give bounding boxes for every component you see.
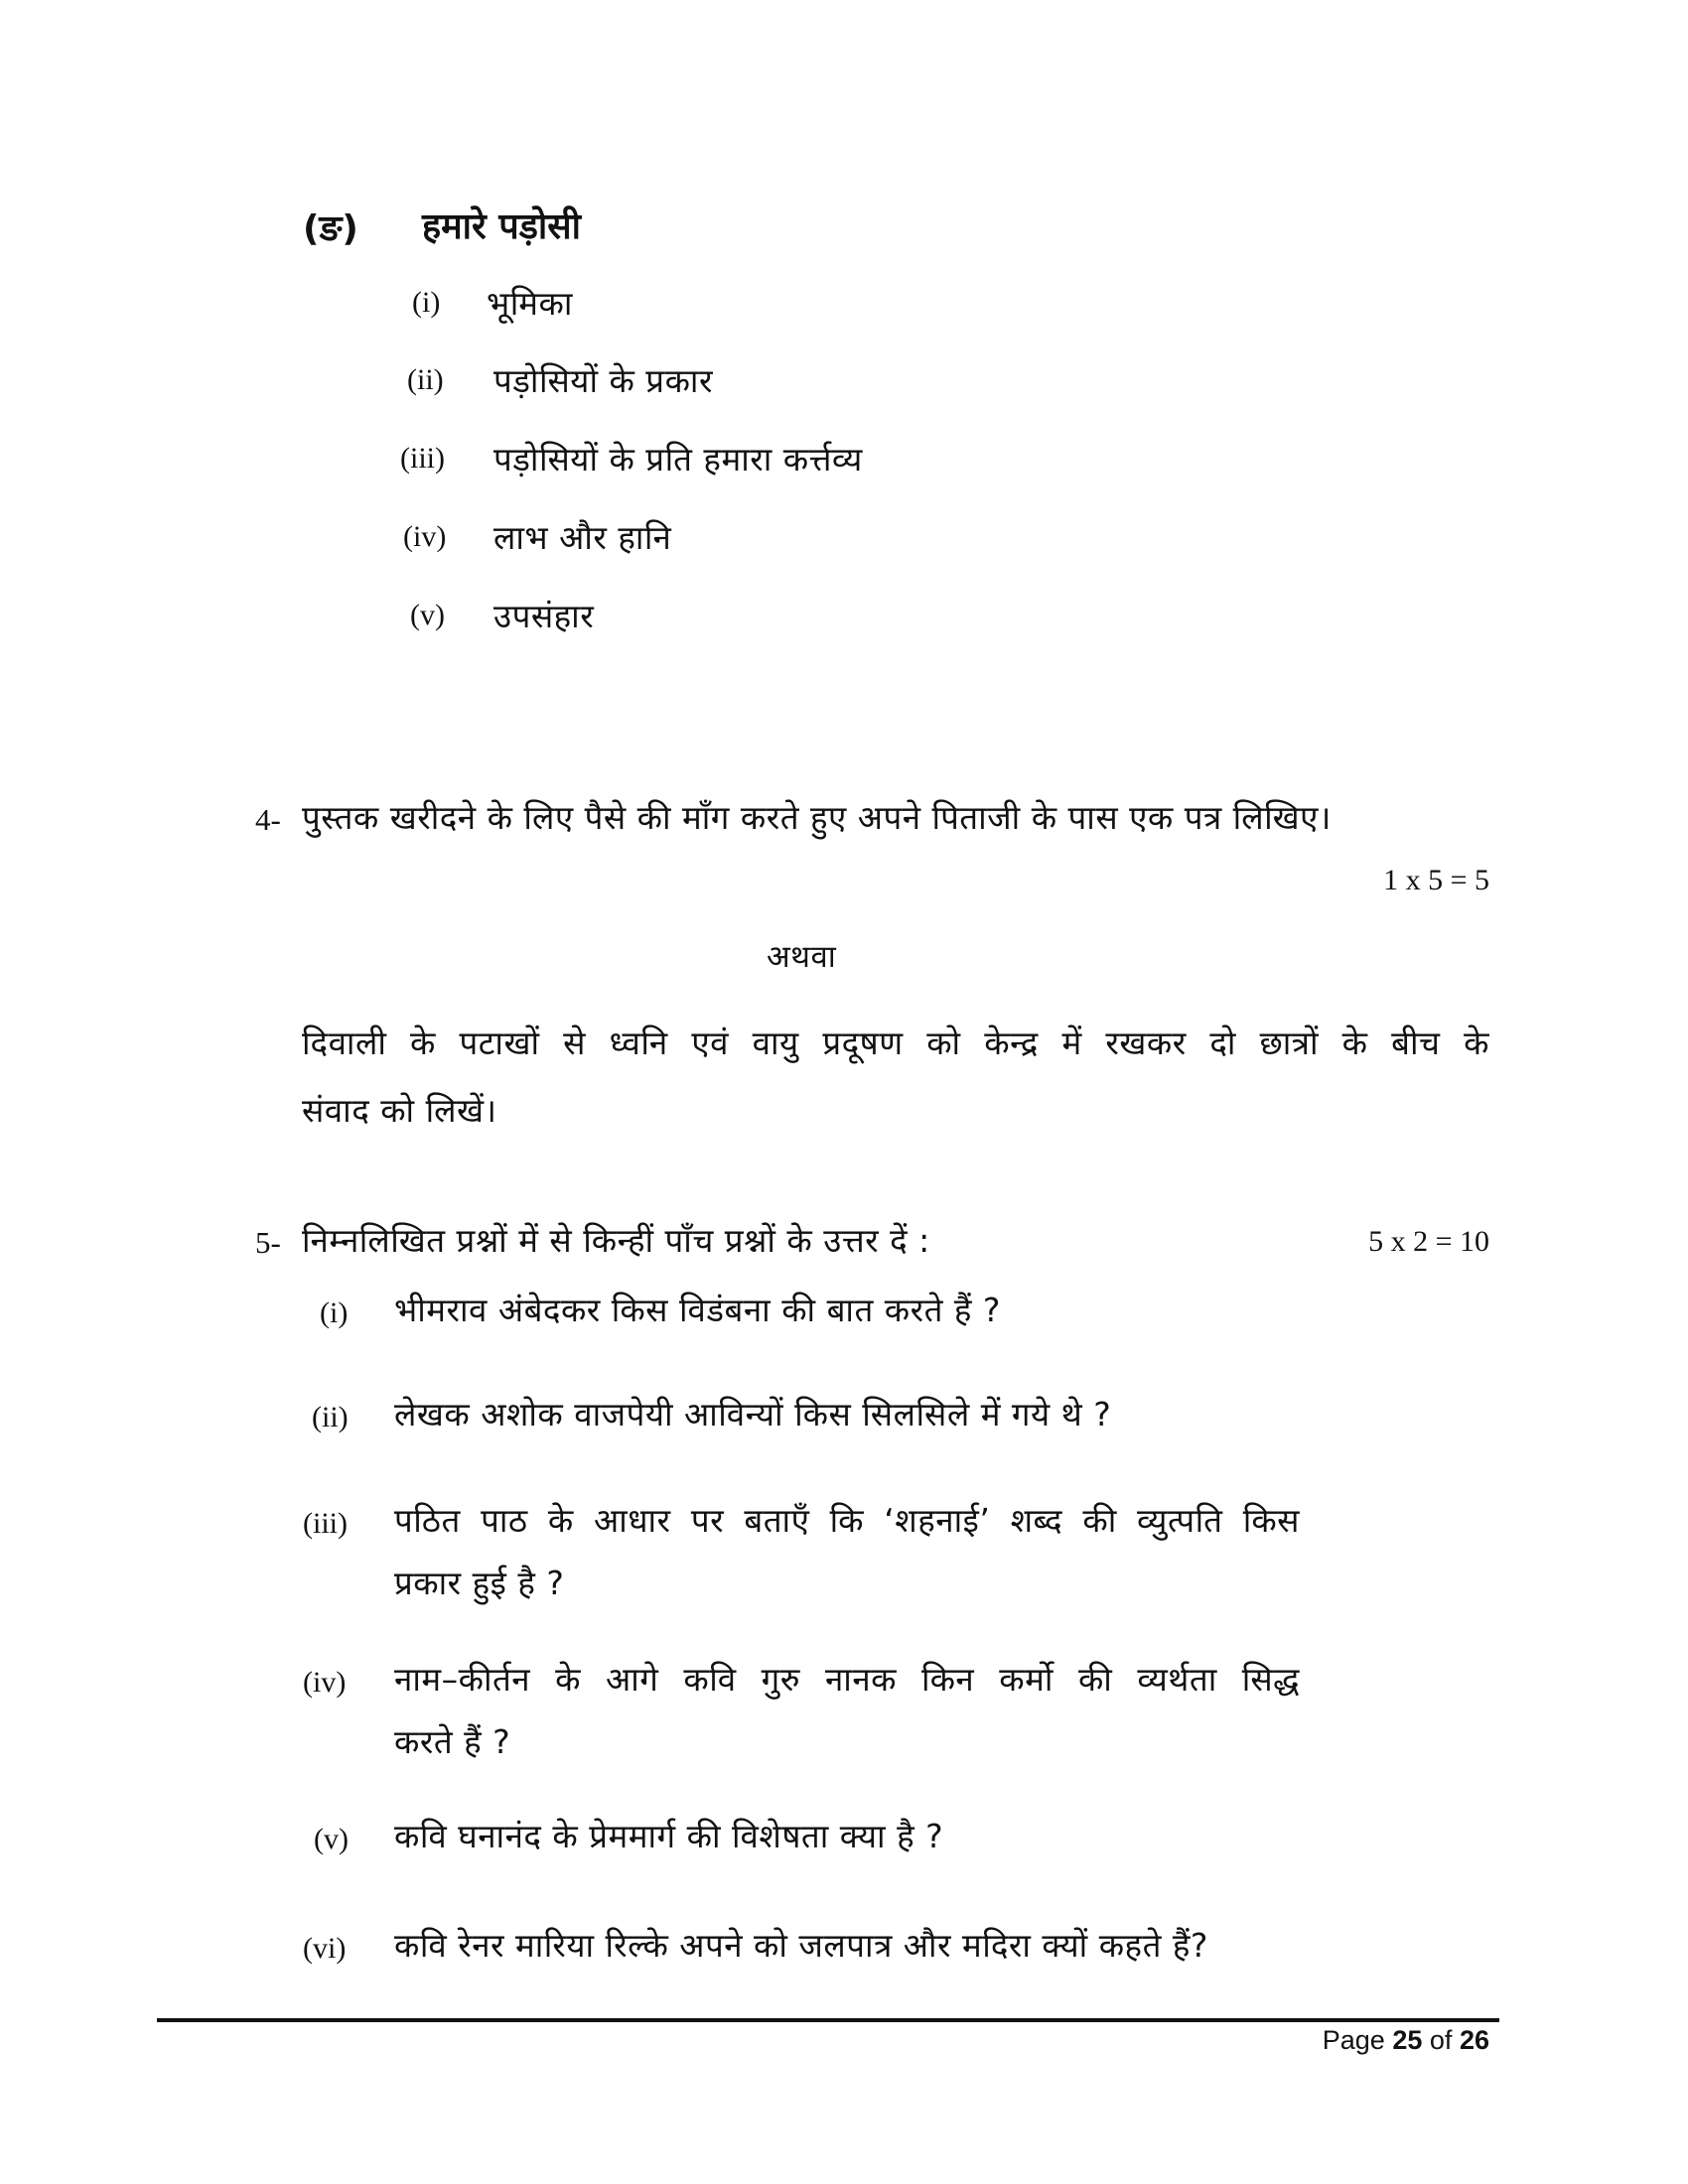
point-text: पड़ोसियों के प्रकार: [493, 361, 713, 400]
sub-question-text: भीमराव अंबेदकर किस विडंबना की बात करते हैं ?: [394, 1291, 1001, 1329]
alternate-question-line: संवाद को लिखें।: [302, 1091, 497, 1130]
sub-question-text: कवि घनानंद के प्रेममार्ग की विशेषता क्या है ?: [394, 1817, 944, 1855]
sub-question-text: नाम–कीर्तन के आगे कवि गुरु नानक किन कर्मो की व्यर्थता सिद्ध: [394, 1660, 1300, 1699]
point-marker: (i): [412, 286, 441, 319]
point-text: भूमिका: [487, 284, 573, 323]
page-word: Page: [1322, 2025, 1385, 2055]
point-marker: (iii): [400, 442, 445, 475]
sub-question-marker: (iv): [303, 1666, 347, 1699]
sub-question-text: कवि रेनर मारिया रिल्के अपने को जलपात्र और मदिरा क्यों कहते हैं?: [394, 1926, 1208, 1965]
sub-question-marker: (ii): [312, 1401, 349, 1433]
or-label: अथवा: [767, 939, 837, 975]
section-marker: (ङ): [303, 208, 358, 249]
question-text: पुस्तक खरीदने के लिए पैसे की माँग करते हुए अपने पिताजी के पास एक पत्र लिखिए।: [302, 798, 1332, 837]
sub-question-marker: (vi): [303, 1932, 347, 1965]
sub-question-text: करते हैं ?: [394, 1722, 511, 1761]
point-marker: (ii): [407, 363, 444, 396]
footer-divider: [157, 2018, 1499, 2022]
point-text: पड़ोसियों के प्रति हमारा कर्त्तव्य: [493, 440, 863, 478]
current-page: 25: [1392, 2025, 1423, 2055]
sub-question-text: लेखक अशोक वाजपेयी आविन्यों किस सिलसिले में गये थे ?: [394, 1395, 1112, 1433]
marks-label: 1 x 5 = 5: [1383, 864, 1489, 896]
section-title: हमारे पड़ोसी: [422, 206, 581, 247]
question-number: 4-: [255, 802, 281, 837]
point-marker: (iv): [403, 520, 447, 553]
alternate-question-line: दिवाली के पटाखों से ध्वनि एवं वायु प्रदूषण को केन्द्र में रखकर दो छात्रों के बीच के: [302, 1024, 1489, 1062]
point-text: उपसंहार: [493, 597, 595, 635]
point-text: लाभ और हानि: [493, 518, 672, 557]
of-word: of: [1429, 2025, 1453, 2055]
sub-question-text: पठित पाठ के आधार पर बताएँ कि ‘शहनाई’ शब्द की व्युत्पति किस: [394, 1501, 1300, 1540]
question-number: 5-: [255, 1225, 281, 1260]
page-number: [1323, 2025, 1489, 2056]
total-pages: 26: [1459, 2025, 1489, 2055]
sub-question-marker: (i): [320, 1297, 349, 1329]
question-text: निम्नलिखित प्रश्नों में से किन्हीं पाँच प्रश्नों के उत्तर दें :: [302, 1221, 930, 1260]
sub-question-marker: (v): [314, 1823, 349, 1855]
marks-label: 5 x 2 = 10: [1368, 1225, 1489, 1258]
point-marker: (v): [410, 599, 445, 631]
sub-question-text: प्रकार हुई है ?: [394, 1564, 565, 1602]
sub-question-marker: (iii): [303, 1507, 348, 1540]
